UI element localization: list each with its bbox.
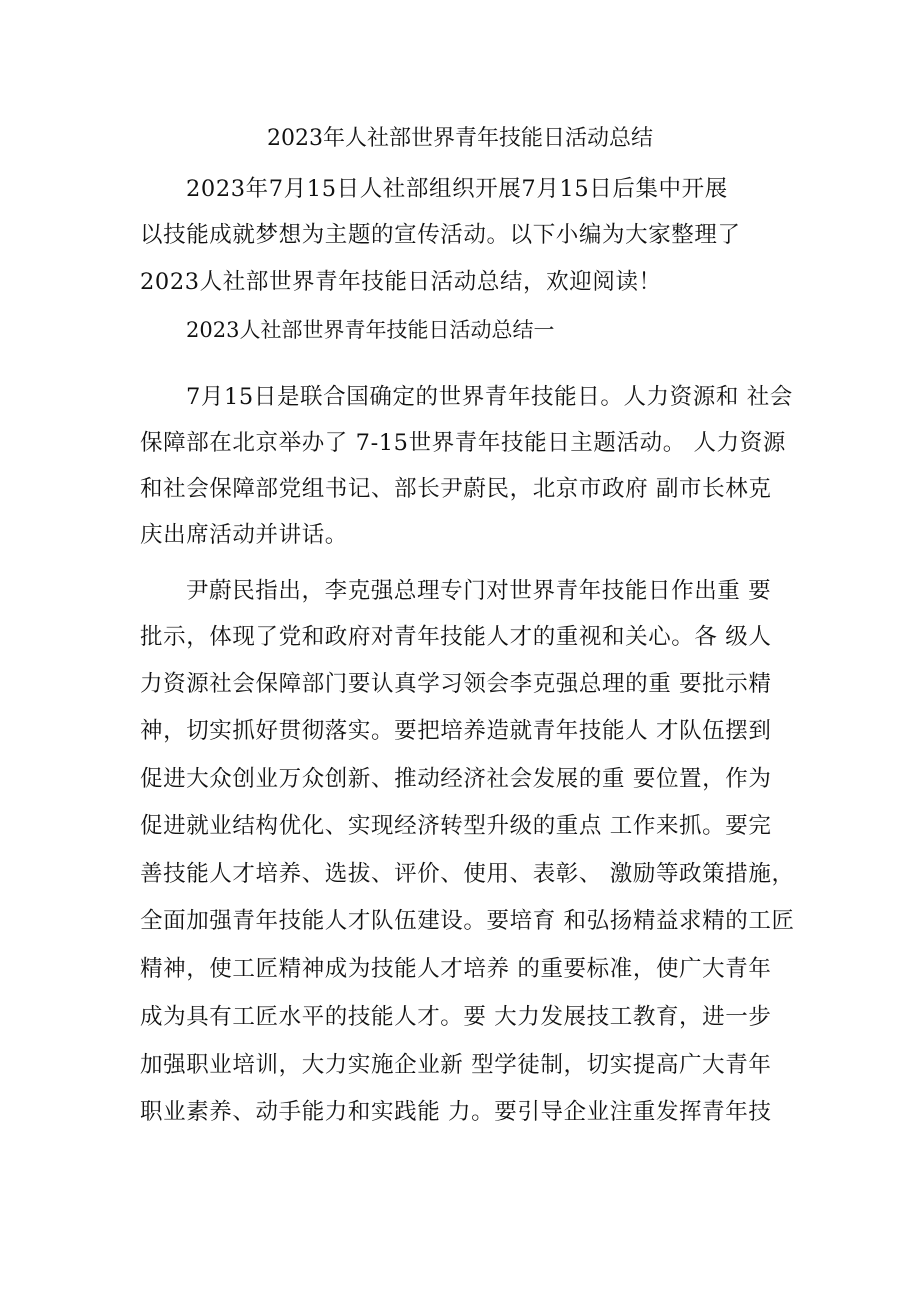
paragraph-line: 精神，使工匠精神成为技能人才培养 的重要标准，使广大青年: [140, 956, 772, 982]
paragraph-line: 庆出席活动并讲话。: [140, 522, 348, 548]
paragraph-line: 和社会保障部党组书记、部长尹蔚民，北京市政府 副市长林克: [140, 476, 772, 502]
intro-line: 2023人社部世界青年技能日活动总结，欢迎阅读！: [140, 269, 662, 295]
paragraph-line: 保障部在北京举办了 7-15世界青年技能日主题活动。 人力资源: [140, 430, 786, 456]
paragraph-line: 促进大众创业万众创新、推动经济社会发展的重 要位置，作为: [140, 766, 772, 792]
paragraph-line: 善技能人才培养、选拔、评价、使用、表彰、 激励等政策措施，: [140, 861, 795, 887]
paragraph-line: 加强职业培训，大力实施企业新 型学徒制，切实提高广大青年: [140, 1052, 772, 1078]
paragraph-line: 促进就业结构优化、实现经济转型升级的重点 工作来抓。要完: [140, 813, 772, 839]
paragraph-line: 7月15日是联合国确定的世界青年技能日。人力资源和 社会: [186, 384, 793, 410]
paragraph-line: 职业素养、动手能力和实践能 力。要引导企业注重发挥青年技: [140, 1099, 772, 1125]
paragraph-line: 神，切实抓好贯彻落实。要把培养造就青年技能人 才队伍摆到: [140, 718, 772, 744]
intro-line: 2023年7月15日人社部组织开展7月15日后集中开展: [186, 176, 728, 202]
intro-line: 以技能成就梦想为主题的宣传活动。以下小编为大家整理了: [140, 222, 741, 248]
paragraph-line: 力资源社会保障部门要认真学习领会李克强总理的重 要批示精: [140, 671, 772, 697]
document-title: 2023年人社部世界青年技能日活动总结: [267, 126, 653, 151]
paragraph-line: 成为具有工匠水平的技能人才。要 大力发展技工教育，进一步: [140, 1004, 772, 1030]
paragraph-line: 尹蔚民指出，李克强总理专门对世界青年技能日作出重 要: [186, 578, 772, 604]
paragraph-line: 全面加强青年技能人才队伍建设。要培育 和弘扬精益求精的工匠: [140, 908, 795, 934]
paragraph-line: 批示，体现了党和政府对青年技能人才的重视和关心。各 级人: [140, 624, 772, 650]
section-heading: 2023人社部世界青年技能日活动总结一: [186, 318, 555, 342]
